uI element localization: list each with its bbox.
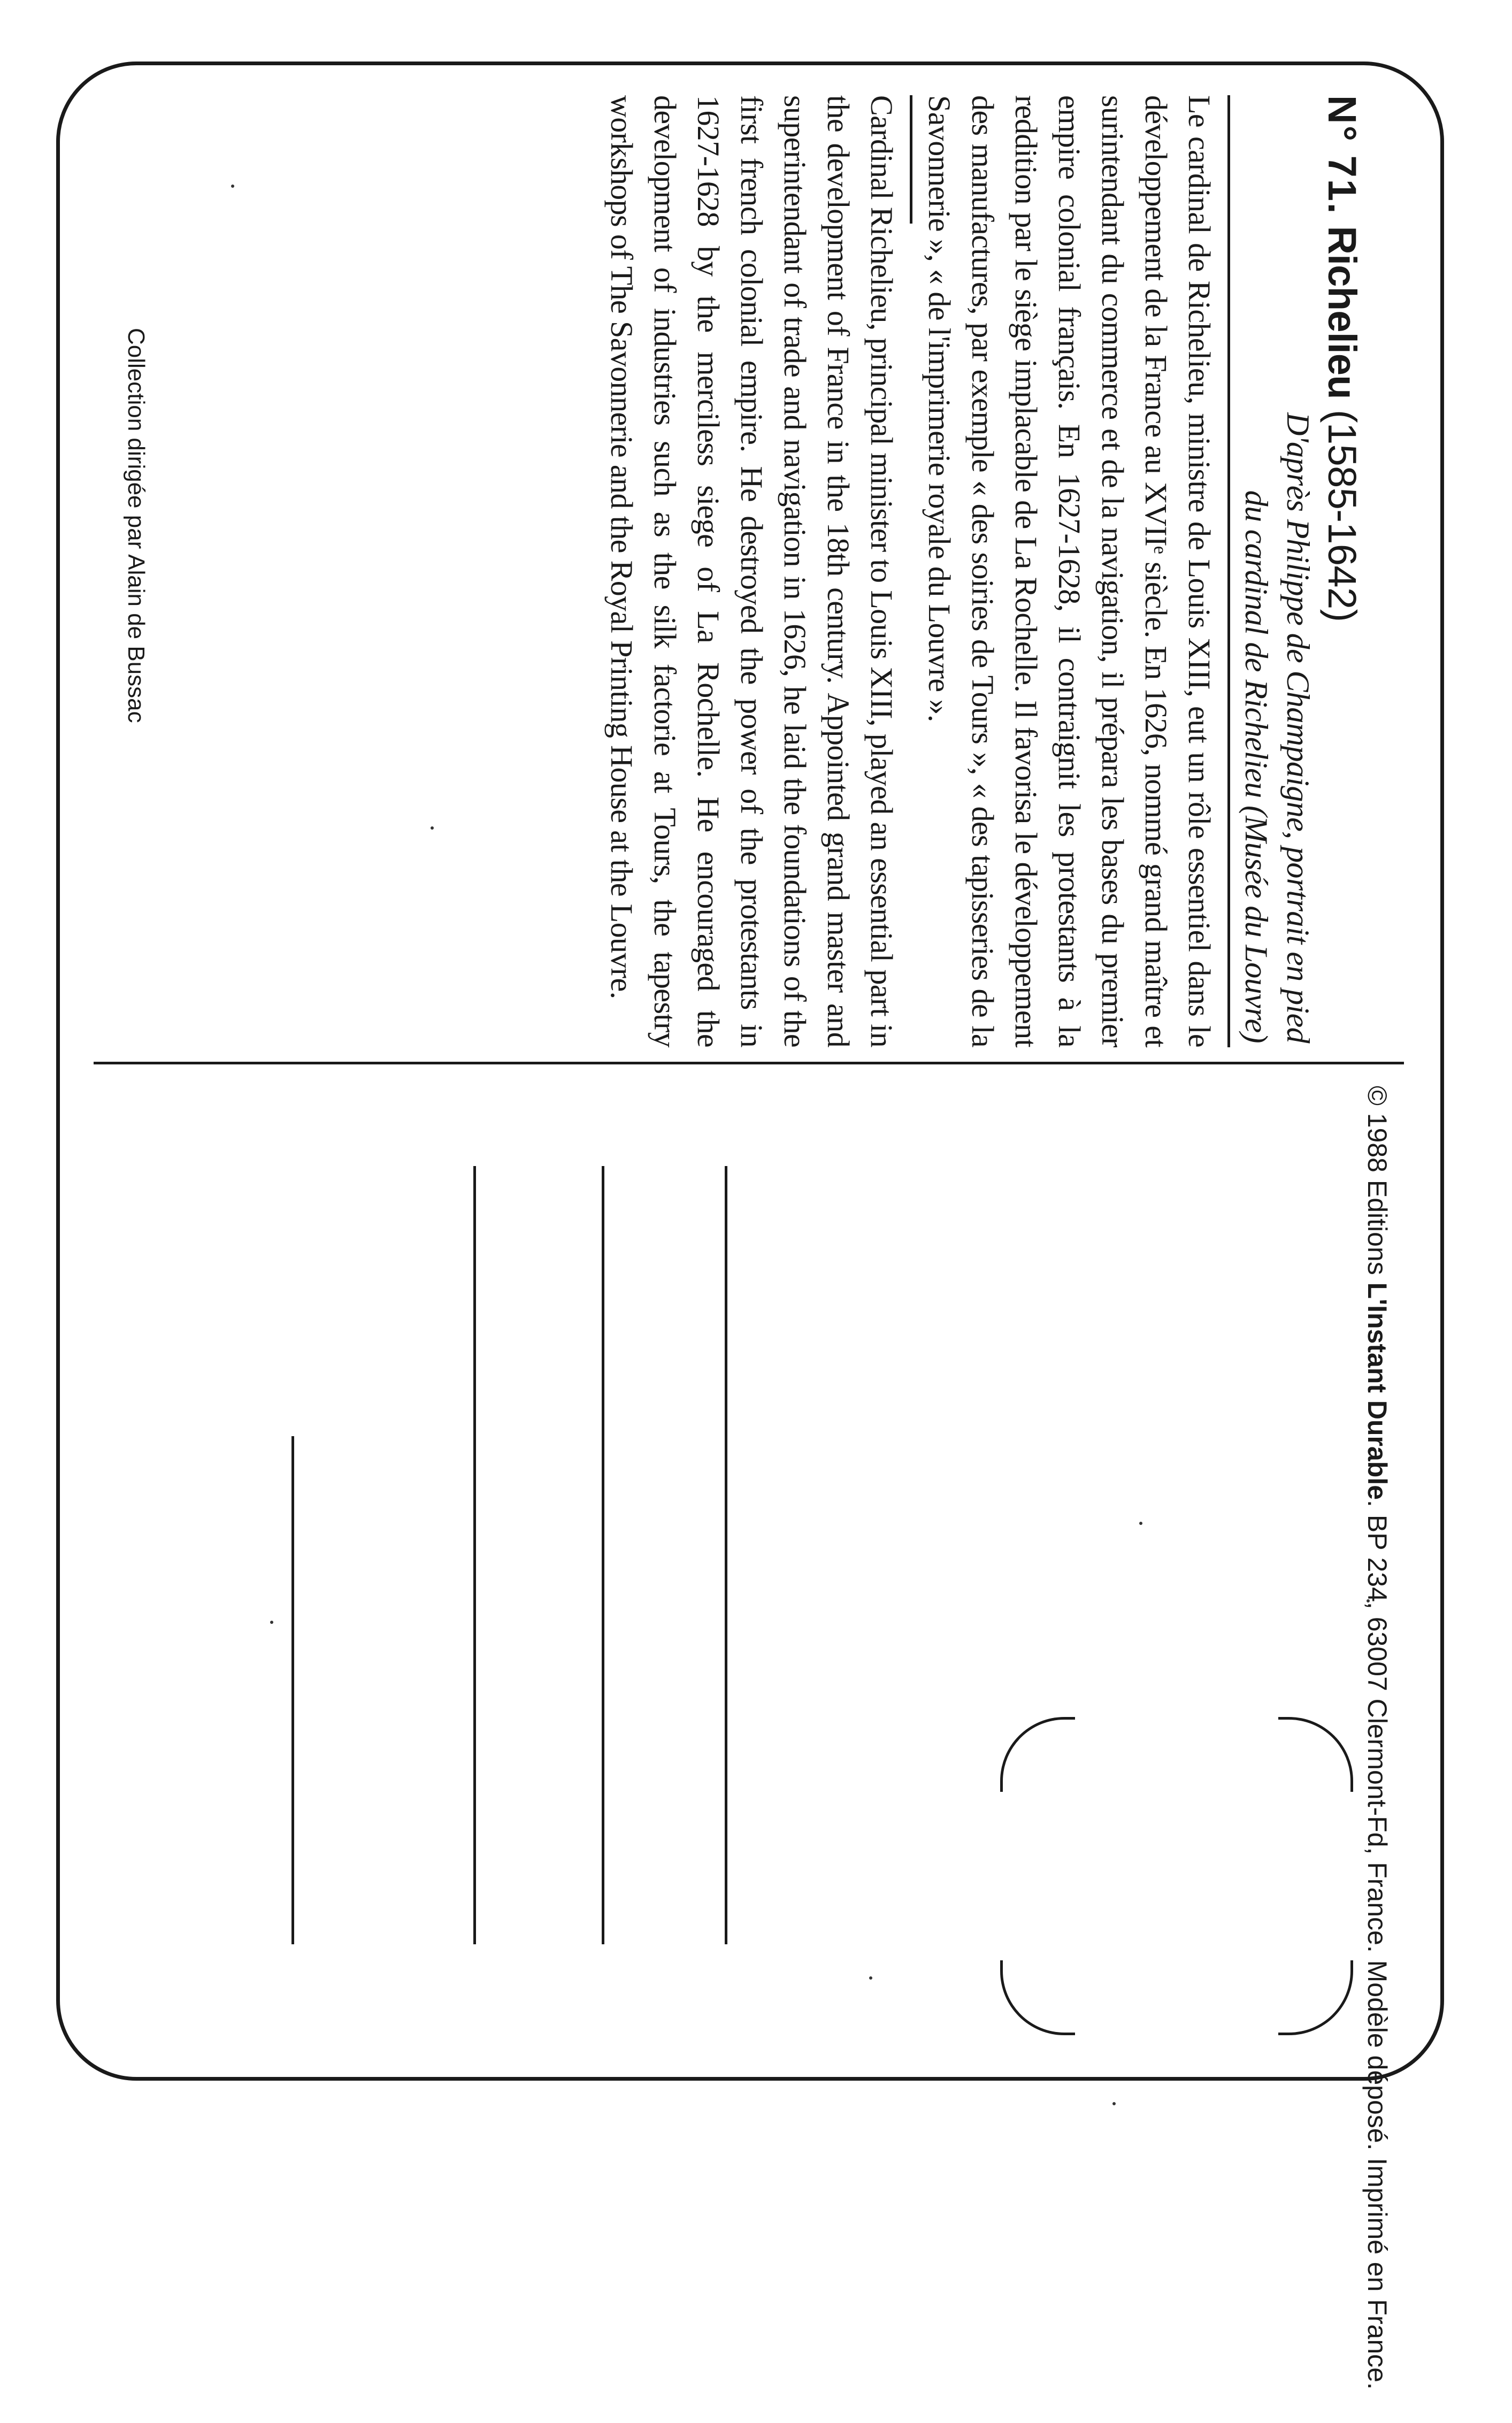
address-line-2	[602, 1166, 604, 1944]
address-line-1	[725, 1166, 727, 1944]
subtitle-line-2: du cardinal de Richelieu (Musée du Louvre)	[1239, 490, 1274, 1043]
stamp-corner-top-left	[1278, 1717, 1353, 1792]
card-number: N° 71.	[1320, 95, 1364, 216]
heading-rule	[1227, 95, 1230, 1047]
copyright-suffix: . BP 234, 63007 Clermont-Fd, France. Modèle déposé. Imprimé en France.	[1362, 1500, 1392, 2390]
copyright-prefix: © 1988 Editions	[1362, 1086, 1392, 1275]
address-line-4	[291, 1436, 294, 1944]
collection-credit: Collection dirigée par Alain de Bussac	[123, 328, 149, 723]
dust-speck	[1112, 2102, 1116, 2105]
language-separator-rule	[910, 95, 912, 224]
copyright-line	[1361, 1086, 1393, 2423]
english-text: Cardinal Richelieu, principal minister to Louis XIII, played an essential part in the development of France in the 18th century. Appointed grand master and superintendant of trade and navigation in 1626, he laid the foundations of the first french colonial empire. He destroyed the power of the protestants in 1627-1628 by the merciless siege of La Rochelle. He encouraged the development of industries such as the silk factorie at Tours, the tapestry workshops of The Savonnerie and the Royal Printing House at the Louvre.	[604, 95, 899, 1047]
section-divider	[94, 1062, 1404, 1064]
stamp-corner-bottom-right	[1000, 1960, 1075, 2035]
address-line-3	[473, 1166, 476, 1944]
subtitle-line-1: D'après Philippe de Champaigne, portrait en pied	[1280, 412, 1316, 1043]
publisher-name: L'Instant Durable	[1362, 1282, 1392, 1500]
card-dates: (1585-1642)	[1320, 410, 1364, 622]
postcard-back	[56, 62, 1444, 2081]
card-heading	[1319, 95, 1365, 1047]
stamp-corner-top-right	[1278, 1960, 1353, 2035]
description-block	[600, 95, 1365, 1047]
french-text: Le cardinal de Richelieu, ministre de Louis XIII, eut un rôle essentiel dans le développement de la France au XVIIᵉ siècle. En 1626, nommé grand maître et surintendant du commerce et de la navigation, il prépara les bases du premier empire colonial français. En 1627-1628, il contraignit les protestants à la reddition par le siège implacable de La Rochelle. Il favorisa le développement des manufactures, par exemple « des soiries de Tours », « des tapisseries de la Savonnerie », « de l'imprimerie royale du Louvre ».	[922, 95, 1217, 1047]
stamp-corner-bottom-left	[1000, 1717, 1075, 1792]
card-name: Richelieu	[1320, 226, 1364, 400]
